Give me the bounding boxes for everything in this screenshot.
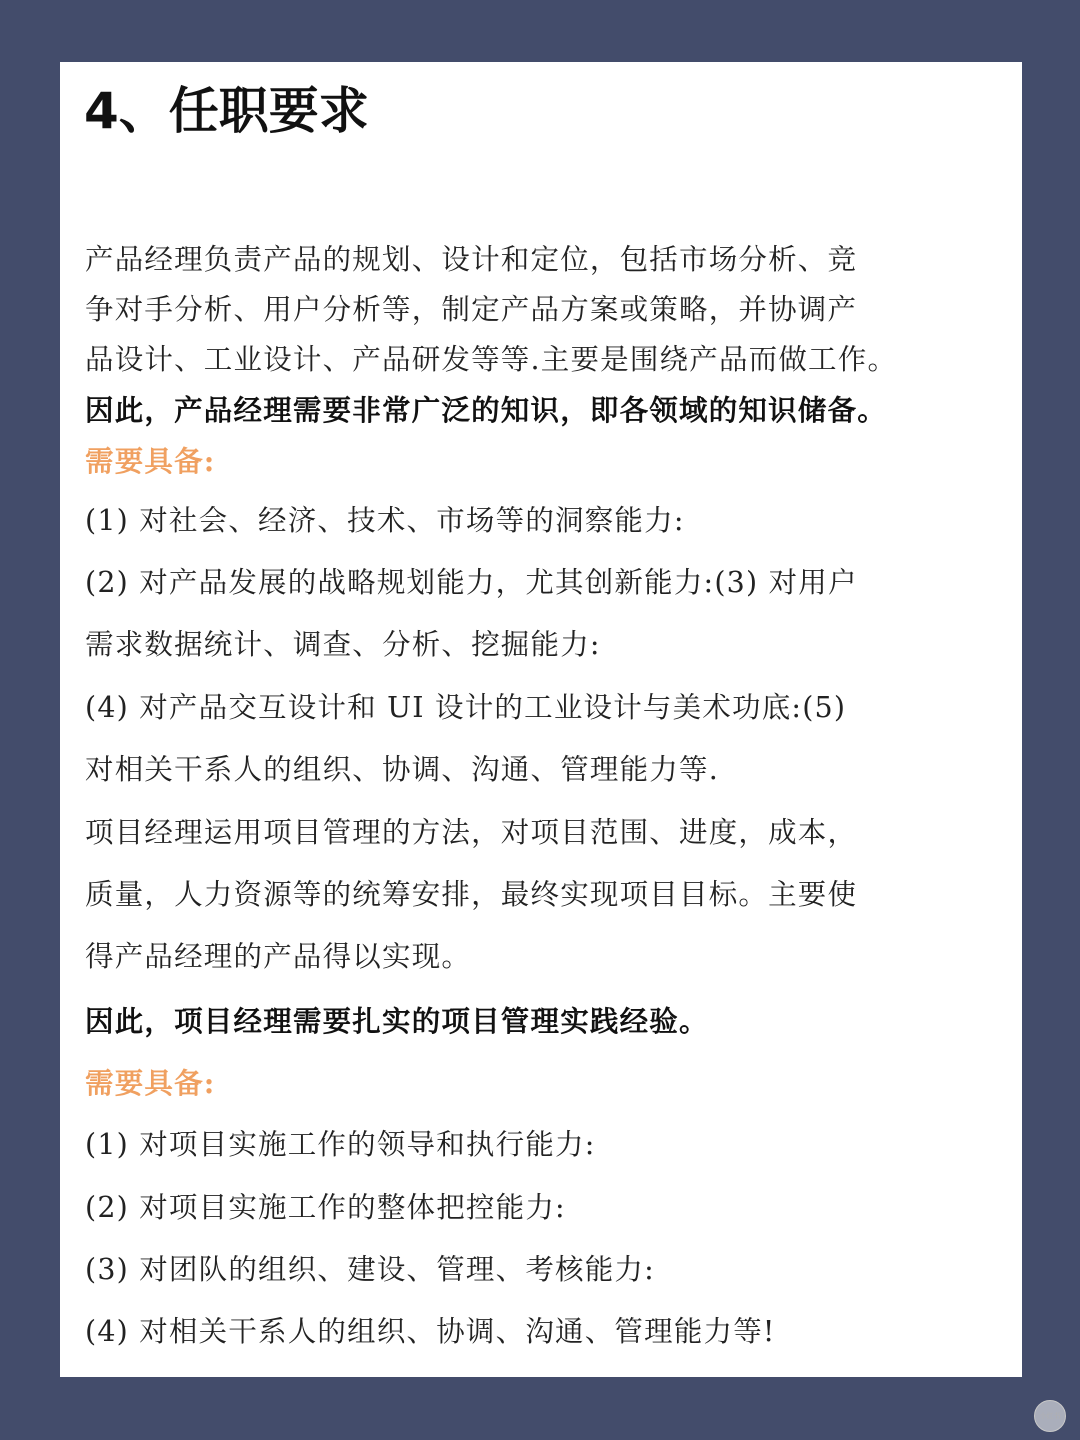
watermark-logo: 小红书 — [1034, 1400, 1066, 1432]
paragraph-line: 品设计、工业设计、产品研发等等.主要是围绕产品而做工作。 — [85, 343, 898, 376]
list-item: 需求数据统计、调查、分析、挖掘能力: — [85, 628, 601, 661]
paragraph-line: 争对手分析、用户分析等，制定产品方案或策略，并协调产 — [85, 293, 858, 326]
list-item: (1) 对社会、经济、技术、市场等的洞察能力: — [85, 504, 685, 537]
paragraph-line: 质量，人力资源等的统筹安排，最终实现项目目标。主要使 — [85, 878, 858, 911]
list-item: (3) 对团队的组织、建设、管理、考核能力: — [85, 1253, 655, 1286]
section-heading: 需要具备: — [85, 1066, 216, 1100]
paragraph-line: 产品经理负责产品的规划、设计和定位，包括市场分析、竞 — [85, 243, 858, 276]
list-item: (2) 对产品发展的战略规划能力，尤其创新能力:(3) 对用户 — [85, 566, 858, 599]
list-item: 对相关干系人的组织、协调、沟通、管理能力等. — [85, 753, 719, 786]
list-item: (1) 对项目实施工作的领导和执行能力: — [85, 1128, 596, 1161]
section-heading: 需要具备: — [85, 444, 216, 478]
list-item: (4) 对产品交互设计和 UI 设计的工业设计与美术功底:(5) — [85, 691, 847, 724]
page-title: 4、任职要求 — [84, 82, 369, 140]
list-item: (2) 对项目实施工作的整体把控能力: — [85, 1191, 566, 1224]
bold-statement: 因此，项目经理需要扎实的项目管理实践经验。 — [85, 1004, 709, 1038]
paragraph-line: 项目经理运用项目管理的方法，对项目范围、进度，成本， — [85, 816, 858, 849]
content-card — [60, 62, 1022, 1377]
list-item: (4) 对相关干系人的组织、协调、沟通、管理能力等! — [85, 1315, 776, 1348]
bold-statement: 因此，产品经理需要非常广泛的知识，即各领域的知识储备。 — [85, 393, 887, 427]
paragraph-line: 得产品经理的产品得以实现。 — [85, 940, 472, 973]
